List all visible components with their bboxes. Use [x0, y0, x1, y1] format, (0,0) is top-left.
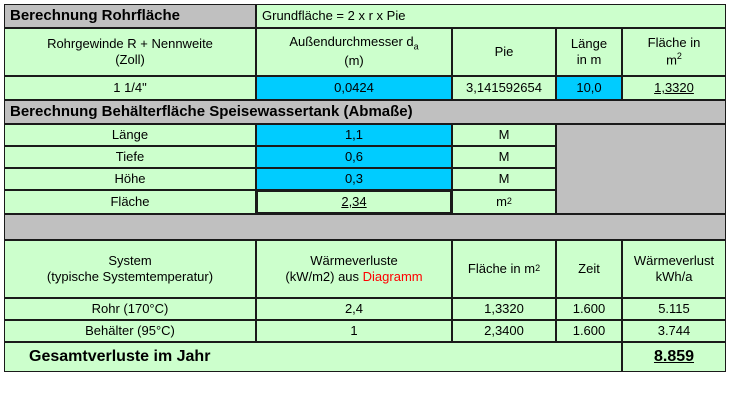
- behaelter-label-hoehe[interactable]: Höhe: [4, 168, 256, 190]
- behaelter-unit-laenge[interactable]: M: [452, 124, 556, 146]
- header-waermeverluste-line2: [285, 269, 422, 285]
- header-flaeche-line1: Fläche in: [647, 35, 701, 51]
- header-laenge-line2: in m: [576, 52, 602, 67]
- system-behaelter[interactable]: Behälter (95°C): [4, 320, 256, 342]
- behaelter-value-laenge[interactable]: 1,1: [256, 124, 452, 146]
- header-system-line1: System: [108, 252, 152, 268]
- header-rohrgewinde-line1: Rohrgewinde R + Nennweite: [47, 35, 213, 51]
- header-zeit[interactable]: Zeit: [556, 240, 622, 298]
- header-flaeche[interactable]: [622, 28, 726, 76]
- behaelter-unit-flaeche[interactable]: [452, 190, 556, 214]
- header-waermeverluste-unit: (kW/m2) aus: [285, 269, 363, 284]
- behaelter-label-tiefe[interactable]: Tiefe: [4, 146, 256, 168]
- behaelter-unit-flaeche-text: m: [496, 193, 507, 209]
- header-flaeche-line2: [666, 51, 682, 69]
- rohr-section-title[interactable]: Berechnung Rohrfläche: [4, 4, 256, 28]
- system-rohr[interactable]: Rohr (170°C): [4, 298, 256, 320]
- behaelter-label-laenge[interactable]: Länge: [4, 124, 256, 146]
- gesamtverluste-label[interactable]: Gesamtverluste im Jahr: [4, 342, 622, 372]
- gray-filler-right: [556, 124, 726, 214]
- flaeche-rohr[interactable]: 1,3320: [452, 298, 556, 320]
- formula-cell[interactable]: Grundfläche = 2 x r x Pie: [256, 4, 726, 28]
- gray-spacer-row: [4, 214, 726, 240]
- header-waermeverlust-kwh[interactable]: [622, 240, 726, 298]
- waermeverlust-rohr[interactable]: 5.115: [622, 298, 726, 320]
- waermeverluste-rohr[interactable]: 2,4: [256, 298, 452, 320]
- header-aussendurchmesser-line1: [289, 34, 418, 53]
- header-system[interactable]: [4, 240, 256, 298]
- flaeche-behaelter[interactable]: 2,3400: [452, 320, 556, 342]
- header-waermeverluste[interactable]: [256, 240, 452, 298]
- waermeverlust-behaelter[interactable]: 3.744: [622, 320, 726, 342]
- header-waermeverluste-line1: Wärmeverluste: [310, 252, 398, 268]
- behaelter-label-flaeche[interactable]: Fläche: [4, 190, 256, 214]
- laenge-value[interactable]: 10,0: [556, 76, 622, 100]
- pie-value[interactable]: 3,141592654: [452, 76, 556, 100]
- behaelter-value-flaeche[interactable]: 2,34: [256, 190, 452, 214]
- header-aussendurchmesser-sub: a: [413, 42, 419, 53]
- behaelter-unit-flaeche-sup: 2: [506, 196, 512, 207]
- waermeverluste-behaelter[interactable]: 1: [256, 320, 452, 342]
- zeit-behaelter[interactable]: 1.600: [556, 320, 622, 342]
- header-aussendurchmesser-line2: (m): [344, 53, 364, 69]
- spreadsheet: [4, 4, 726, 372]
- header-aussendurchmesser[interactable]: [256, 28, 452, 76]
- gesamtverluste-value[interactable]: 8.859: [622, 342, 726, 372]
- header-waermeverlust-line2: kWh/a: [655, 269, 693, 284]
- aussendurchmesser-value[interactable]: 0,0424: [256, 76, 452, 100]
- behaelter-unit-hoehe[interactable]: M: [452, 168, 556, 190]
- behaelter-value-hoehe[interactable]: 0,3: [256, 168, 452, 190]
- header-laenge[interactable]: [556, 28, 622, 76]
- header-aussendurchmesser-text: Außendurchmesser d: [289, 34, 414, 50]
- header-flaeche-m2[interactable]: [452, 240, 556, 298]
- header-system-line2: (typische Systemtemperatur): [46, 269, 214, 284]
- header-laenge-line1: Länge: [570, 35, 608, 51]
- header-flaeche-m2-sup: 2: [535, 263, 541, 274]
- header-waermeverlust-line1: Wärmeverlust: [633, 252, 715, 268]
- header-flaeche-unit: m: [666, 52, 677, 68]
- header-flaeche-sup: 2: [676, 51, 682, 62]
- header-flaeche-m2-text: Fläche in m: [467, 260, 536, 276]
- header-rohrgewinde[interactable]: [4, 28, 256, 76]
- header-pie[interactable]: Pie: [452, 28, 556, 76]
- behaelter-section-title[interactable]: Berechnung Behälterfläche Speisewassertank (Abmaße): [4, 100, 726, 124]
- header-rohrgewinde-line2: (Zoll): [115, 52, 145, 67]
- flaeche-value[interactable]: 1,3320: [622, 76, 726, 100]
- behaelter-unit-tiefe[interactable]: M: [452, 146, 556, 168]
- zeit-rohr[interactable]: 1.600: [556, 298, 622, 320]
- behaelter-value-tiefe[interactable]: 0,6: [256, 146, 452, 168]
- rohrgewinde-value[interactable]: 1 1/4": [4, 76, 256, 100]
- diagramm-link[interactable]: Diagramm: [362, 269, 423, 284]
